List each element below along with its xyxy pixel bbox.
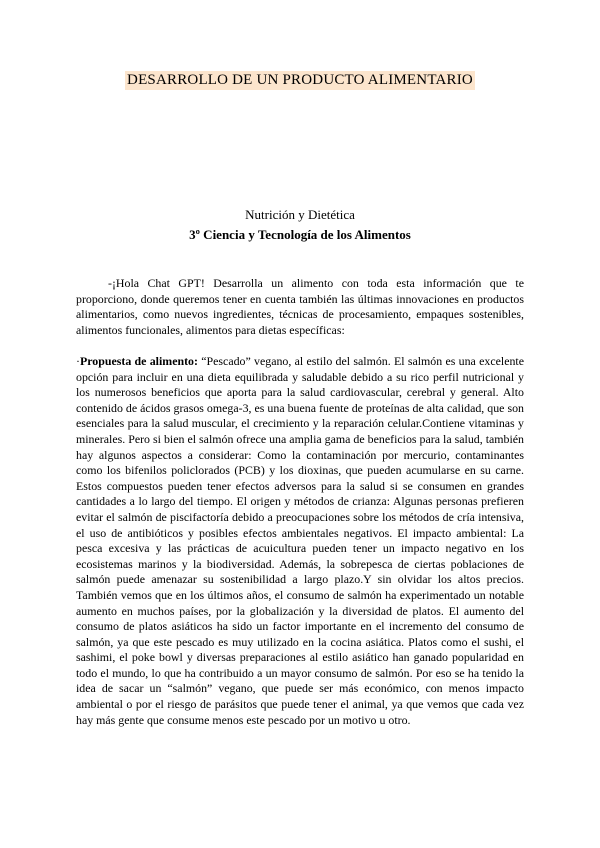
bullet-marker: · xyxy=(76,354,80,368)
proposal-text: “Pescado” vegano, al estilo del salmón. El salmón es una excelente opción para incluir en una dieta equilibrada y saludable debido a su rico perfil nutricional y los numerosos beneficios que aporta para la salud cardiovascular, cerebral y general. Alto contenido de ácidos grasos omega-3, es una buena fuente de proteínas de alta calidad, que son esenciales para la salud muscular, el crecimiento y la reparación celular.Contiene vitaminas y minerales. Pero si bien el salmón ofrece una amplia gama de beneficios para la salud, también hay algunos aspectos a considerar: Como la contaminación por mercurio, contaminantes como los bifenilos policlorados (PCB) y los dioxinas, que pueden acumularse en su carne. Estos compuestos pueden tener efectos adversos para la salud si se consumen en grandes cantidades a lo largo del tiempo. El origen y métodos de crianza: Algunas personas prefieren evitar el salmón de piscifactoría debido a preocupaciones sobre los métodos de cría intensiva, el uso de antibióticos y posibles efectos ambientales negativos. El impacto ambiental: La pesca excesiva y las prácticas de acuicultura pueden tener un impacto negativo en los ecosistemas marinos y la biodiversidad. Además, la sobrepesca de ciertas poblaciones de salmón puede amenazar su sostenibilidad a largo plazo.Y sin olvidar los altos precios. También vemos que en los últimos años, el consumo de salmón ha experimentado un notable aumento en muchos países, por la globalización y la diversidad de platos. El aumento del consumo de platos asiáticos ha sido un factor importante en el incremento del consumo de salmón, ya que este pescado es muy utilizado en la cocina asiática. Platos como el sushi, el sashimi, el poke bowl y diversas preparaciones al estilo asiático han ganado popularidad en todo el mundo, lo que ha contribuido a un mayor consumo de salmón. Por eso se ha tenido la idea de sacar un “salmón” vegano, que puede ser más económico, con menos impacto ambiental o por el riesgo de parásitos que puede tener el animal, ya que vemos que cada vez hay más gente que consume menos este pescado por un motivo u otro. xyxy=(76,354,524,727)
document-title: DESARROLLO DE UN PRODUCTO ALIMENTARIO xyxy=(127,72,473,88)
proposal-paragraph xyxy=(76,354,524,728)
course-heading: 3º Ciencia y Tecnología de los Alimentos xyxy=(189,227,411,242)
intro-paragraph: -¡Hola Chat GPT! Desarrolla un alimento con toda esta información que te proporciono, donde queremos tener en cuenta también las últimas innovaciones en productos alimentarios, como nuevos ingredientes, técnicas de procesamiento, empaques sostenibles, alimentos funcionales, alimentos para dietas específicas: xyxy=(76,276,524,337)
proposal-label: Propuesta de alimento: xyxy=(79,354,198,368)
subject-heading: Nutrición y Dietética xyxy=(245,207,355,222)
title-container xyxy=(0,71,600,90)
